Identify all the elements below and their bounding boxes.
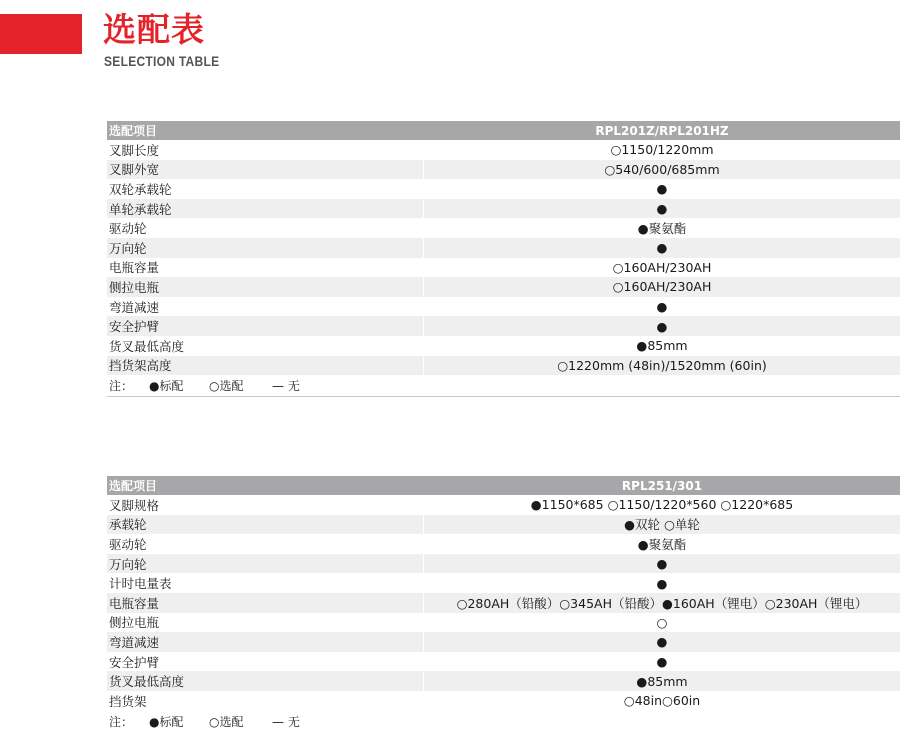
option-value: ●85mm <box>636 673 688 689</box>
note-optional: ○选配 <box>209 379 244 394</box>
table-row <box>107 652 900 672</box>
option-item: 安全护臂 <box>107 316 424 336</box>
option-value: ○48in○60in <box>623 693 701 709</box>
option-item: 安全护臂 <box>107 652 424 672</box>
table-row <box>107 554 900 574</box>
table-row <box>107 613 900 633</box>
table-row <box>107 593 900 613</box>
column-header-model: RPL201Z/RPL201HZ <box>595 123 729 138</box>
note-optional: ○选配 <box>209 714 244 729</box>
option-item: 双轮承载轮 <box>107 179 424 199</box>
page-title: 选配表 <box>103 10 205 49</box>
option-item: 叉脚长度 <box>107 140 424 160</box>
legend-note <box>107 375 900 397</box>
table-row <box>107 691 900 711</box>
option-item: 计时电量表 <box>107 573 424 593</box>
option-item: 叉脚规格 <box>107 495 424 515</box>
option-value: ●双轮 ○单轮 <box>624 517 700 533</box>
option-value: ● <box>656 240 668 256</box>
option-value: ○160AH/230AH <box>612 259 712 275</box>
table-row <box>107 316 900 336</box>
option-value: ●聚氨酯 <box>637 536 687 552</box>
option-item: 货叉最低高度 <box>107 671 424 691</box>
option-value: ● <box>656 201 668 217</box>
selection-table-1 <box>107 121 900 397</box>
option-item: 货叉最低高度 <box>107 336 424 356</box>
table-row <box>107 297 900 317</box>
column-header-item: 选配项目 <box>109 124 158 138</box>
table-row <box>107 495 900 515</box>
note-label: 注： <box>109 379 134 394</box>
table-row <box>107 336 900 356</box>
column-header-item: 选配项目 <box>109 479 158 493</box>
table-row <box>107 356 900 376</box>
option-item: 挡货架 <box>107 691 424 711</box>
option-value: ● <box>656 299 668 315</box>
option-value: ○160AH/230AH <box>612 279 712 295</box>
selection-table-2 <box>107 476 900 732</box>
table-row <box>107 199 900 219</box>
option-item: 弯道减速 <box>107 297 424 317</box>
option-value: ○280AH（铅酸）○345AH（铅酸）●160AH（锂电）○230AH（锂电） <box>456 595 868 611</box>
note-standard: ●标配 <box>149 379 184 394</box>
option-item: 万向轮 <box>107 238 424 258</box>
option-value: ●1150*685 ○1150/1220*560 ○1220*685 <box>530 497 794 513</box>
legend-note <box>107 711 900 732</box>
table-row <box>107 515 900 535</box>
option-value: ●85mm <box>636 338 688 354</box>
option-value: ○540/600/685mm <box>604 161 720 177</box>
table-header <box>107 476 900 495</box>
column-header-model: RPL251/301 <box>621 478 703 493</box>
accent-bar <box>0 14 82 54</box>
table-row <box>107 534 900 554</box>
option-value: ● <box>656 181 668 197</box>
table-row <box>107 160 900 180</box>
table-row <box>107 179 900 199</box>
option-value: ●聚氨酯 <box>637 221 687 237</box>
option-value: ○1220mm (48in)/1520mm (60in) <box>557 357 767 373</box>
note-label: 注： <box>109 714 134 729</box>
option-item: 侧拉电瓶 <box>107 277 424 297</box>
option-value: ● <box>656 556 668 572</box>
note-standard: ●标配 <box>149 714 184 729</box>
option-item: 承载轮 <box>107 515 424 535</box>
option-item: 侧拉电瓶 <box>107 613 424 633</box>
table-row <box>107 277 900 297</box>
table-row <box>107 573 900 593</box>
option-value: ○1150/1220mm <box>610 142 714 158</box>
option-item: 叉脚外宽 <box>107 160 424 180</box>
table-row <box>107 218 900 238</box>
option-item: 驱动轮 <box>107 218 424 238</box>
option-value: ○ <box>656 614 668 630</box>
option-item: 电瓶容量 <box>107 258 424 278</box>
table-row <box>107 140 900 160</box>
option-value: ● <box>656 318 668 334</box>
table-row <box>107 238 900 258</box>
option-value: ● <box>656 575 668 591</box>
note-none: — 无 <box>272 379 300 394</box>
option-item: 单轮承载轮 <box>107 199 424 219</box>
table-row <box>107 632 900 652</box>
table-header <box>107 121 900 140</box>
table-row <box>107 258 900 278</box>
note-none: — 无 <box>272 714 300 729</box>
option-item: 挡货架高度 <box>107 356 424 376</box>
option-value: ● <box>656 634 668 650</box>
option-item: 驱动轮 <box>107 534 424 554</box>
option-value: ● <box>656 654 668 670</box>
table-row <box>107 671 900 691</box>
option-item: 电瓶容量 <box>107 593 424 613</box>
page-subtitle: SELECTION TABLE <box>104 53 220 69</box>
option-item: 弯道减速 <box>107 632 424 652</box>
option-item: 万向轮 <box>107 554 424 574</box>
